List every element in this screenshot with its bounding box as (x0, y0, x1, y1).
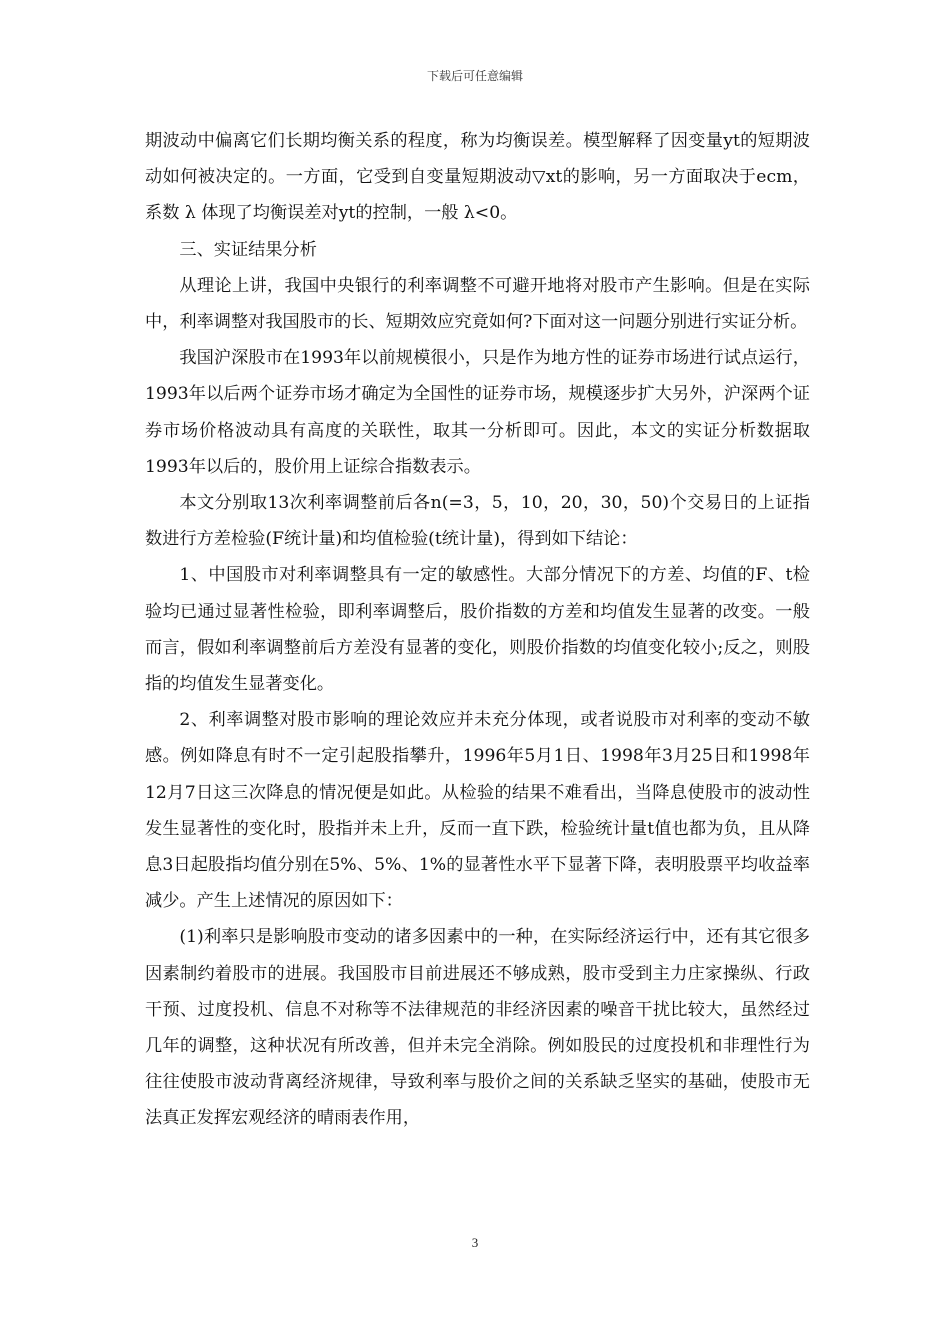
paragraph-conclusion-2: 2、利率调整对股市影响的理论效应并未充分体现，或者说股市对利率的变动不敏感。例如降息有时不一定引起股指攀升，1996年5月1日、1998年3月25日和1998年12月7日这三次降息的情况便是如此。从检验的结果不难看出，当降息使股市的波动性发生显著性的变化时，股指并未上升，反而一直下跌，检验统计量t值也都为负，且从降息3日起股指均值分别在5%、5%、1%的显著性水平下显著下降，表明股票平均收益率减少。产生上述情况的原因如下： (145, 710, 810, 912)
page-header: 下载后可任意编辑 (426, 69, 523, 83)
paragraph-market-background: 我国沪深股市在1993年以前规模很小，只是作为地方性的证券市场进行试点运行，1993年以后两个证券市场才确定为全国性的证券市场，规模逐步扩大另外，沪深两个证券市场价格波动具有高度的关联性，取其一分析即可。因此，本文的实证分析数据取1993年以后的，股价用上证综合指数表示。 (145, 348, 810, 477)
paragraph-reason-1: (1)利率只是影响股市变动的诸多因素中的一种，在实际经济运行中，还有其它很多因素制约着股市的进展。我国股市目前进展还不够成熟，股市受到主力庄家操纵、行政干预、过度投机、信息不对称等不法律规范的非经济因素的噪音干扰比较大，虽然经过几年的调整，这种状况有所改善，但并未完全消除。例如股民的过度投机和非理性行为往往使股市波动背离经济规律，导致利率与股价之间的关系缺乏坚实的基础，使股市无法真正发挥宏观经济的晴雨表作用， (145, 927, 810, 1129)
paragraph-method: 本文分别取13次利率调整前后各n(=3，5，10，20，30，50)个交易日的上证指数进行方差检验(F统计量)和均值检验(t统计量)，得到如下结论： (145, 493, 810, 550)
page-number: 3 (471, 1235, 479, 1250)
paragraph-conclusion-1: 1、中国股市对利率调整具有一定的敏感性。大部分情况下的方差、均值的F、t检验均已通过显著性检验，即利率调整后，股价指数的方差和均值发生显著的改变。一般而言，假如利率调整前后方差没有显著的变化，则股价指数的均值变化较小;反之，则股指的均值发生显著变化。 (145, 565, 810, 695)
paragraph-continuation: 期波动中偏离它们长期均衡关系的程度，称为均衡误差。模型解释了因变量yt的短期波动如何被决定的。一方面，它受到自变量短期波动▽xt的影响，另一方面取决于ecm，系数 λ 体现了均衡误差对yt的控制，一般 λ<0。 (145, 131, 810, 224)
section-heading: 三、实证结果分析 (179, 239, 317, 260)
paragraph-theory: 从理论上讲，我国中央银行的利率调整不可避开地将对股市产生影响。但是在实际中，利率调整对我国股市的长、短期效应究竟如何?下面对这一问题分别进行实证分析。 (145, 275, 810, 333)
document-body (145, 123, 810, 1137)
